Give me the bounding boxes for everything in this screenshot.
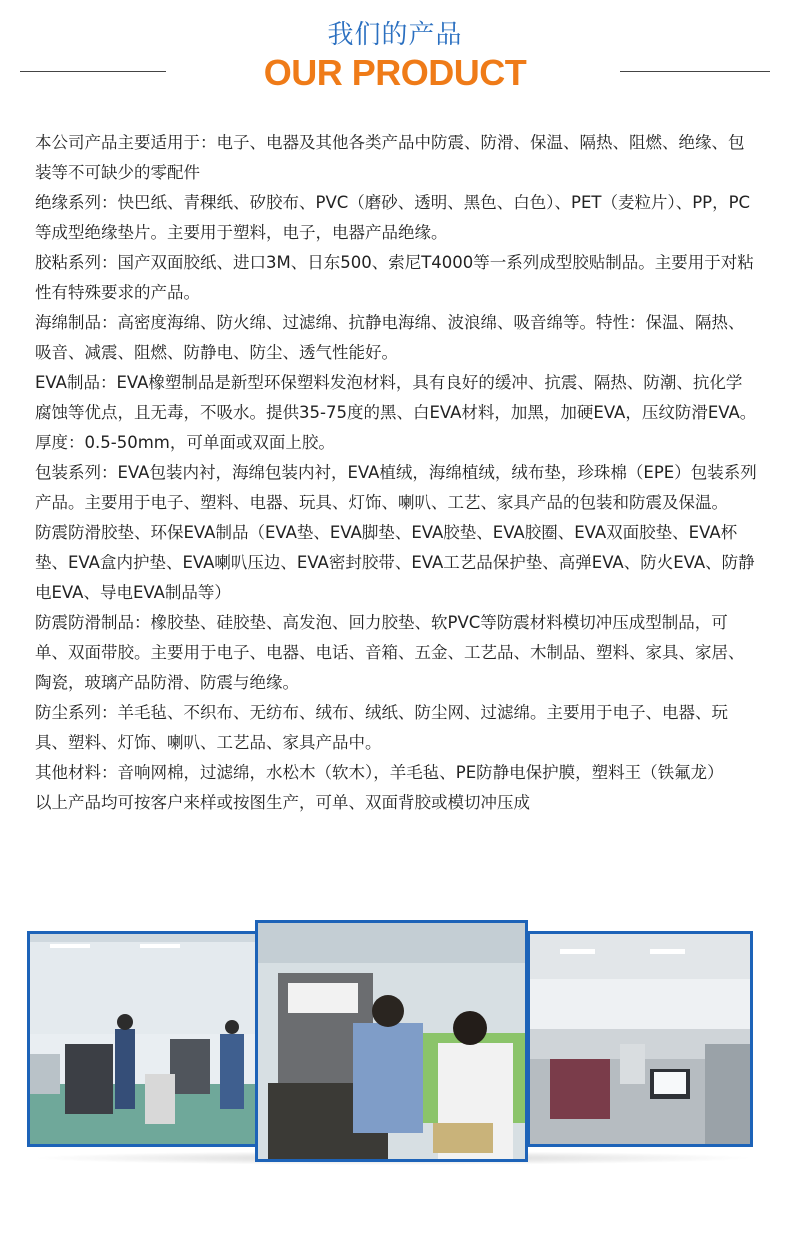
paragraph-anti-shock-pads: 防震防滑胶垫、环保EVA制品（EVA垫、EVA脚垫、EVA胶垫、EVA胶圈、EVA双面胶垫、EVA杯垫、EVA盒内护垫、EVA喇叭压边、EVA密封胶带、EVA工艺品保护垫、高弹EVA、防火EVA、防静电EVA、导电EVA制品等）	[35, 523, 755, 602]
section-title-chinese: 我们的产品	[327, 20, 463, 50]
paragraph-anti-slip: 防震防滑制品：橡胶垫、硅胶垫、高发泡、回力胶垫、软PVC等防震材料模切冲压成型制品，可单、双面带胶。主要用于电子、电器、电话、音箱、五金、工艺品、木制品、塑料、家具、家居、陶瓷，玻璃产品防滑、防震与绝缘。	[35, 613, 745, 692]
section-header	[0, 0, 790, 110]
factory-photo-gallery	[0, 915, 790, 1175]
paragraph-sponge: 海绵制品：高密度海绵、防火绵、过滤绵、抗静电海绵、波浪绵、吸音绵等。特性：保温、隔热、吸音、减震、阻燃、防静电、防尘、透气性能好。	[35, 313, 745, 362]
paragraph-custom-production: 以上产品均可按客户来样或按图生产，可单、双面背胶或模切冲压成	[35, 793, 530, 812]
header-divider-right	[620, 71, 770, 72]
paragraph-other-materials: 其他材料：音响网棉，过滤绵，水松木（软木），羊毛毡、PE防静电保护膜，塑料王（铁氟龙）	[35, 763, 724, 782]
paragraph-insulation: 绝缘系列：快巴纸、青稞纸、矽胶布、PVC（磨砂、透明、黑色、白色）、PET（麦粒片）、PP，PC等成型绝缘垫片。主要用于塑料，电子，电器产品绝缘。	[35, 193, 751, 242]
paragraph-adhesive: 胶粘系列：国产双面胶纸、进口3M、日东500、索尼T4000等一系列成型胶贴制品。主要用于对粘性有特殊要求的产品。	[35, 253, 754, 302]
paragraph-packaging: 包装系列：EVA包装内衬，海绵包装内衬，EVA植绒，海绵植绒，绒布垫，珍珠棉（EPE）包装系列产品。主要用于电子、塑料、电器、玩具、灯饰、喇叭、工艺、家具产品的包装和防震及保温。	[35, 463, 757, 512]
paragraph-eva: EVA制品：EVA橡塑制品是新型环保塑料发泡材料，具有良好的缓冲、抗震、隔热、防潮、抗化学腐蚀等优点，且无毒，不吸水。提供35-75度的黑、白EVA材料，加黑，加硬EVA，压纹防滑EVA。厚度：0.5-50mm，可单面或双面上胶。	[35, 373, 757, 452]
factory-photo-office	[527, 931, 753, 1147]
product-description	[35, 128, 757, 818]
paragraph-intro: 本公司产品主要适用于：电子、电器及其他各类产品中防震、防滑、保温、隔热、阻燃、绝缘、包装等不可缺少的零配件	[35, 133, 745, 182]
paragraph-dustproof: 防尘系列：羊毛毡、不织布、无纺布、绒布、绒纸、防尘网、过滤绵。主要用于电子、电器、玩具、塑料、灯饰、喇叭、工艺品、家具产品中。	[35, 703, 728, 752]
factory-photo-workshop	[27, 931, 267, 1147]
section-title-english: OUR PRODUCT	[263, 52, 527, 93]
factory-photo-workers	[255, 920, 528, 1162]
